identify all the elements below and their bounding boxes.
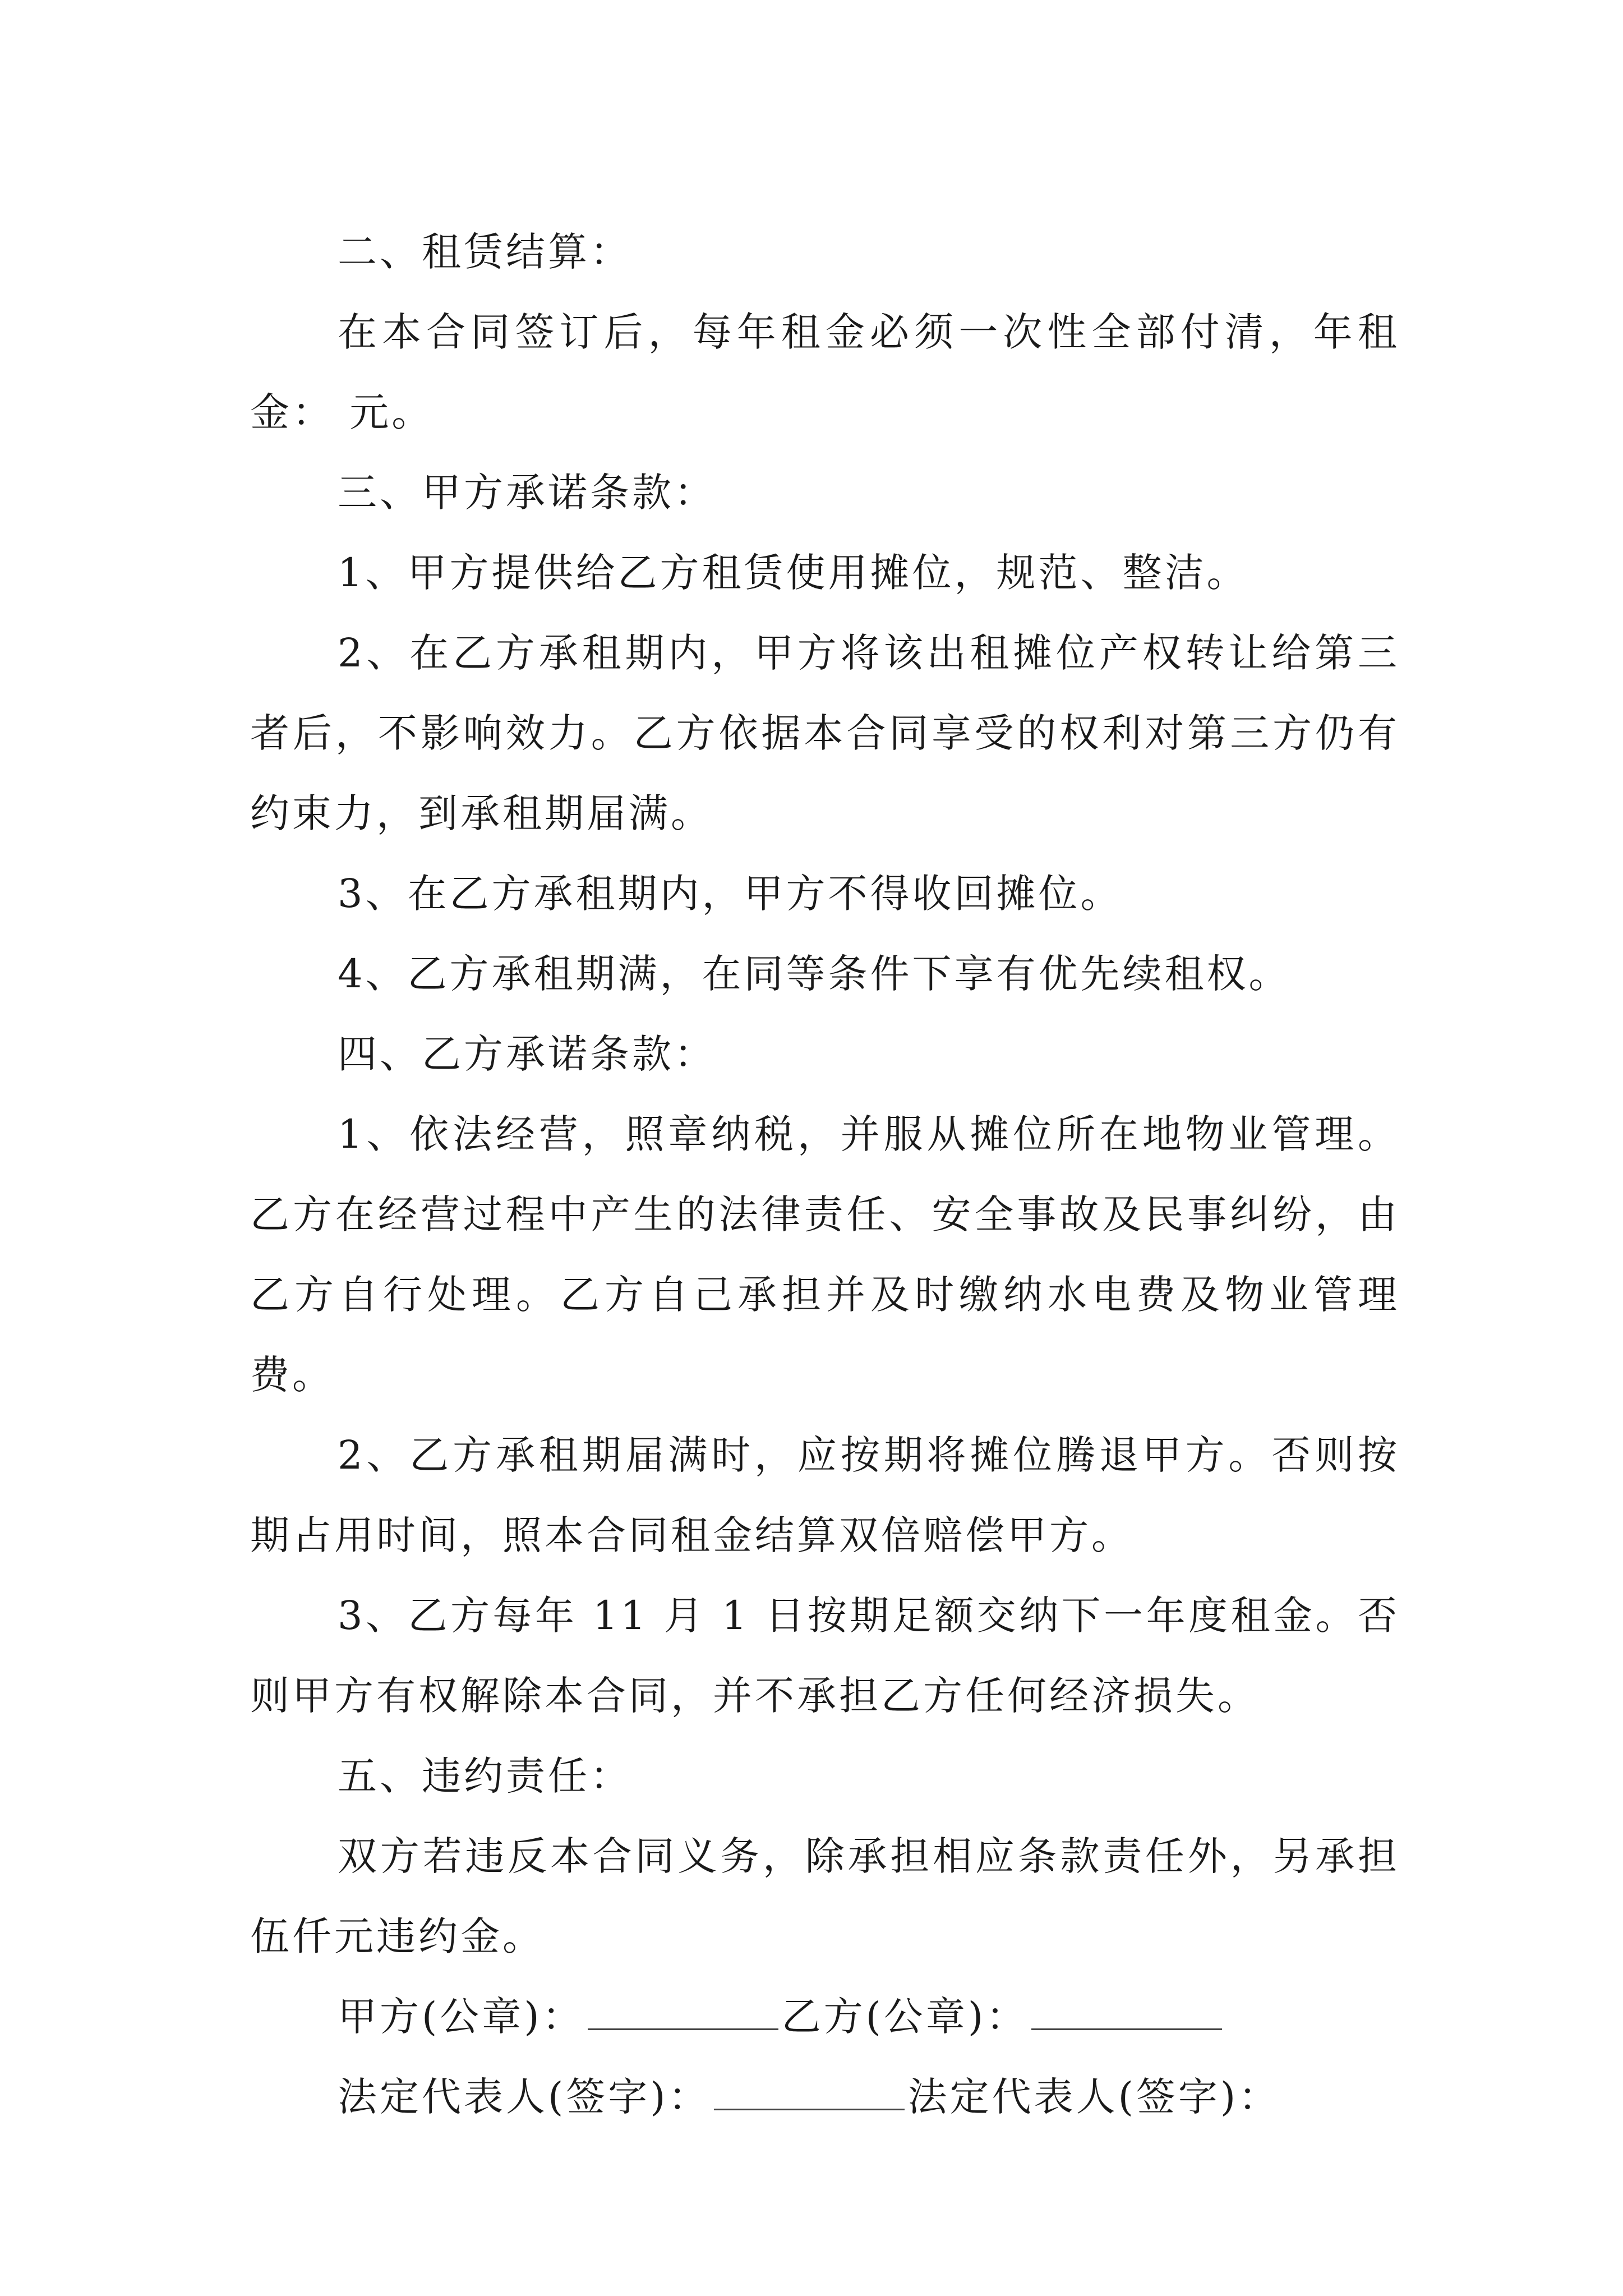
seal-line: [250, 1977, 1400, 2057]
paragraph: 2、在乙方承租期内，甲方将该出租摊位产权转让给第三者后，不影响效力。乙方依据本合同享受的权利对第三方仍有约束力，到承租期届满。: [250, 630, 1400, 836]
rep-a-blank[interactable]: [714, 2075, 905, 2110]
rep-b-label: 法定代表人(签字)：: [907, 2074, 1281, 2120]
paragraph: 4、乙方承租期满，在同等条件下享有优先续租权。: [338, 951, 1291, 997]
section-heading-party-b: 四、乙方承诺条款：: [338, 1031, 716, 1077]
party-a-seal-label: 甲方(公章)：: [338, 1994, 584, 2040]
party-b-seal-label: 乙方(公章)：: [781, 1994, 1029, 2040]
paragraph: 3、在乙方承租期内，甲方不得收回摊位。: [338, 871, 1123, 917]
paragraph: 在本合同签订后，每年租金必须一次性全部付清，年租金： 元。: [250, 309, 1400, 435]
section-heading-liability: 五、违约责任：: [338, 1753, 632, 1799]
paragraph: 双方若违反本合同义务，除承担相应条款责任外，另承担伍仟元违约金。: [250, 1833, 1400, 1959]
paragraph: 2、乙方承租期届满时，应按期将摊位腾退甲方。否则按期占用时间，照本合同租金结算双倍赔偿甲方。: [250, 1432, 1400, 1558]
paragraph: 1、依法经营，照章纳税，并服从摊位所在地物业管理。乙方在经营过程中产生的法律责任、安全事故及民事纠纷，由乙方自行处理。乙方自己承担并及时缴纳水电费及物业管理费。: [250, 1111, 1400, 1398]
section-heading-settlement: 二、租赁结算：: [338, 229, 632, 275]
paragraph: 1、甲方提供给乙方租赁使用摊位，规范、整洁。: [338, 550, 1249, 596]
rep-a-label: 法定代表人(签字)：: [338, 2074, 711, 2120]
paragraph: 3、乙方每年 11 月 1 日按期足额交纳下一年度租金。否则甲方有权解除本合同，并不承担乙方任何经济损失。: [250, 1593, 1400, 1719]
section-heading-party-a: 三、甲方承诺条款：: [338, 470, 716, 516]
representative-line: [250, 2057, 1400, 2137]
document-page: [250, 212, 1400, 2137]
party-a-seal-blank[interactable]: [588, 1995, 778, 2030]
party-b-seal-blank[interactable]: [1031, 1995, 1222, 2030]
